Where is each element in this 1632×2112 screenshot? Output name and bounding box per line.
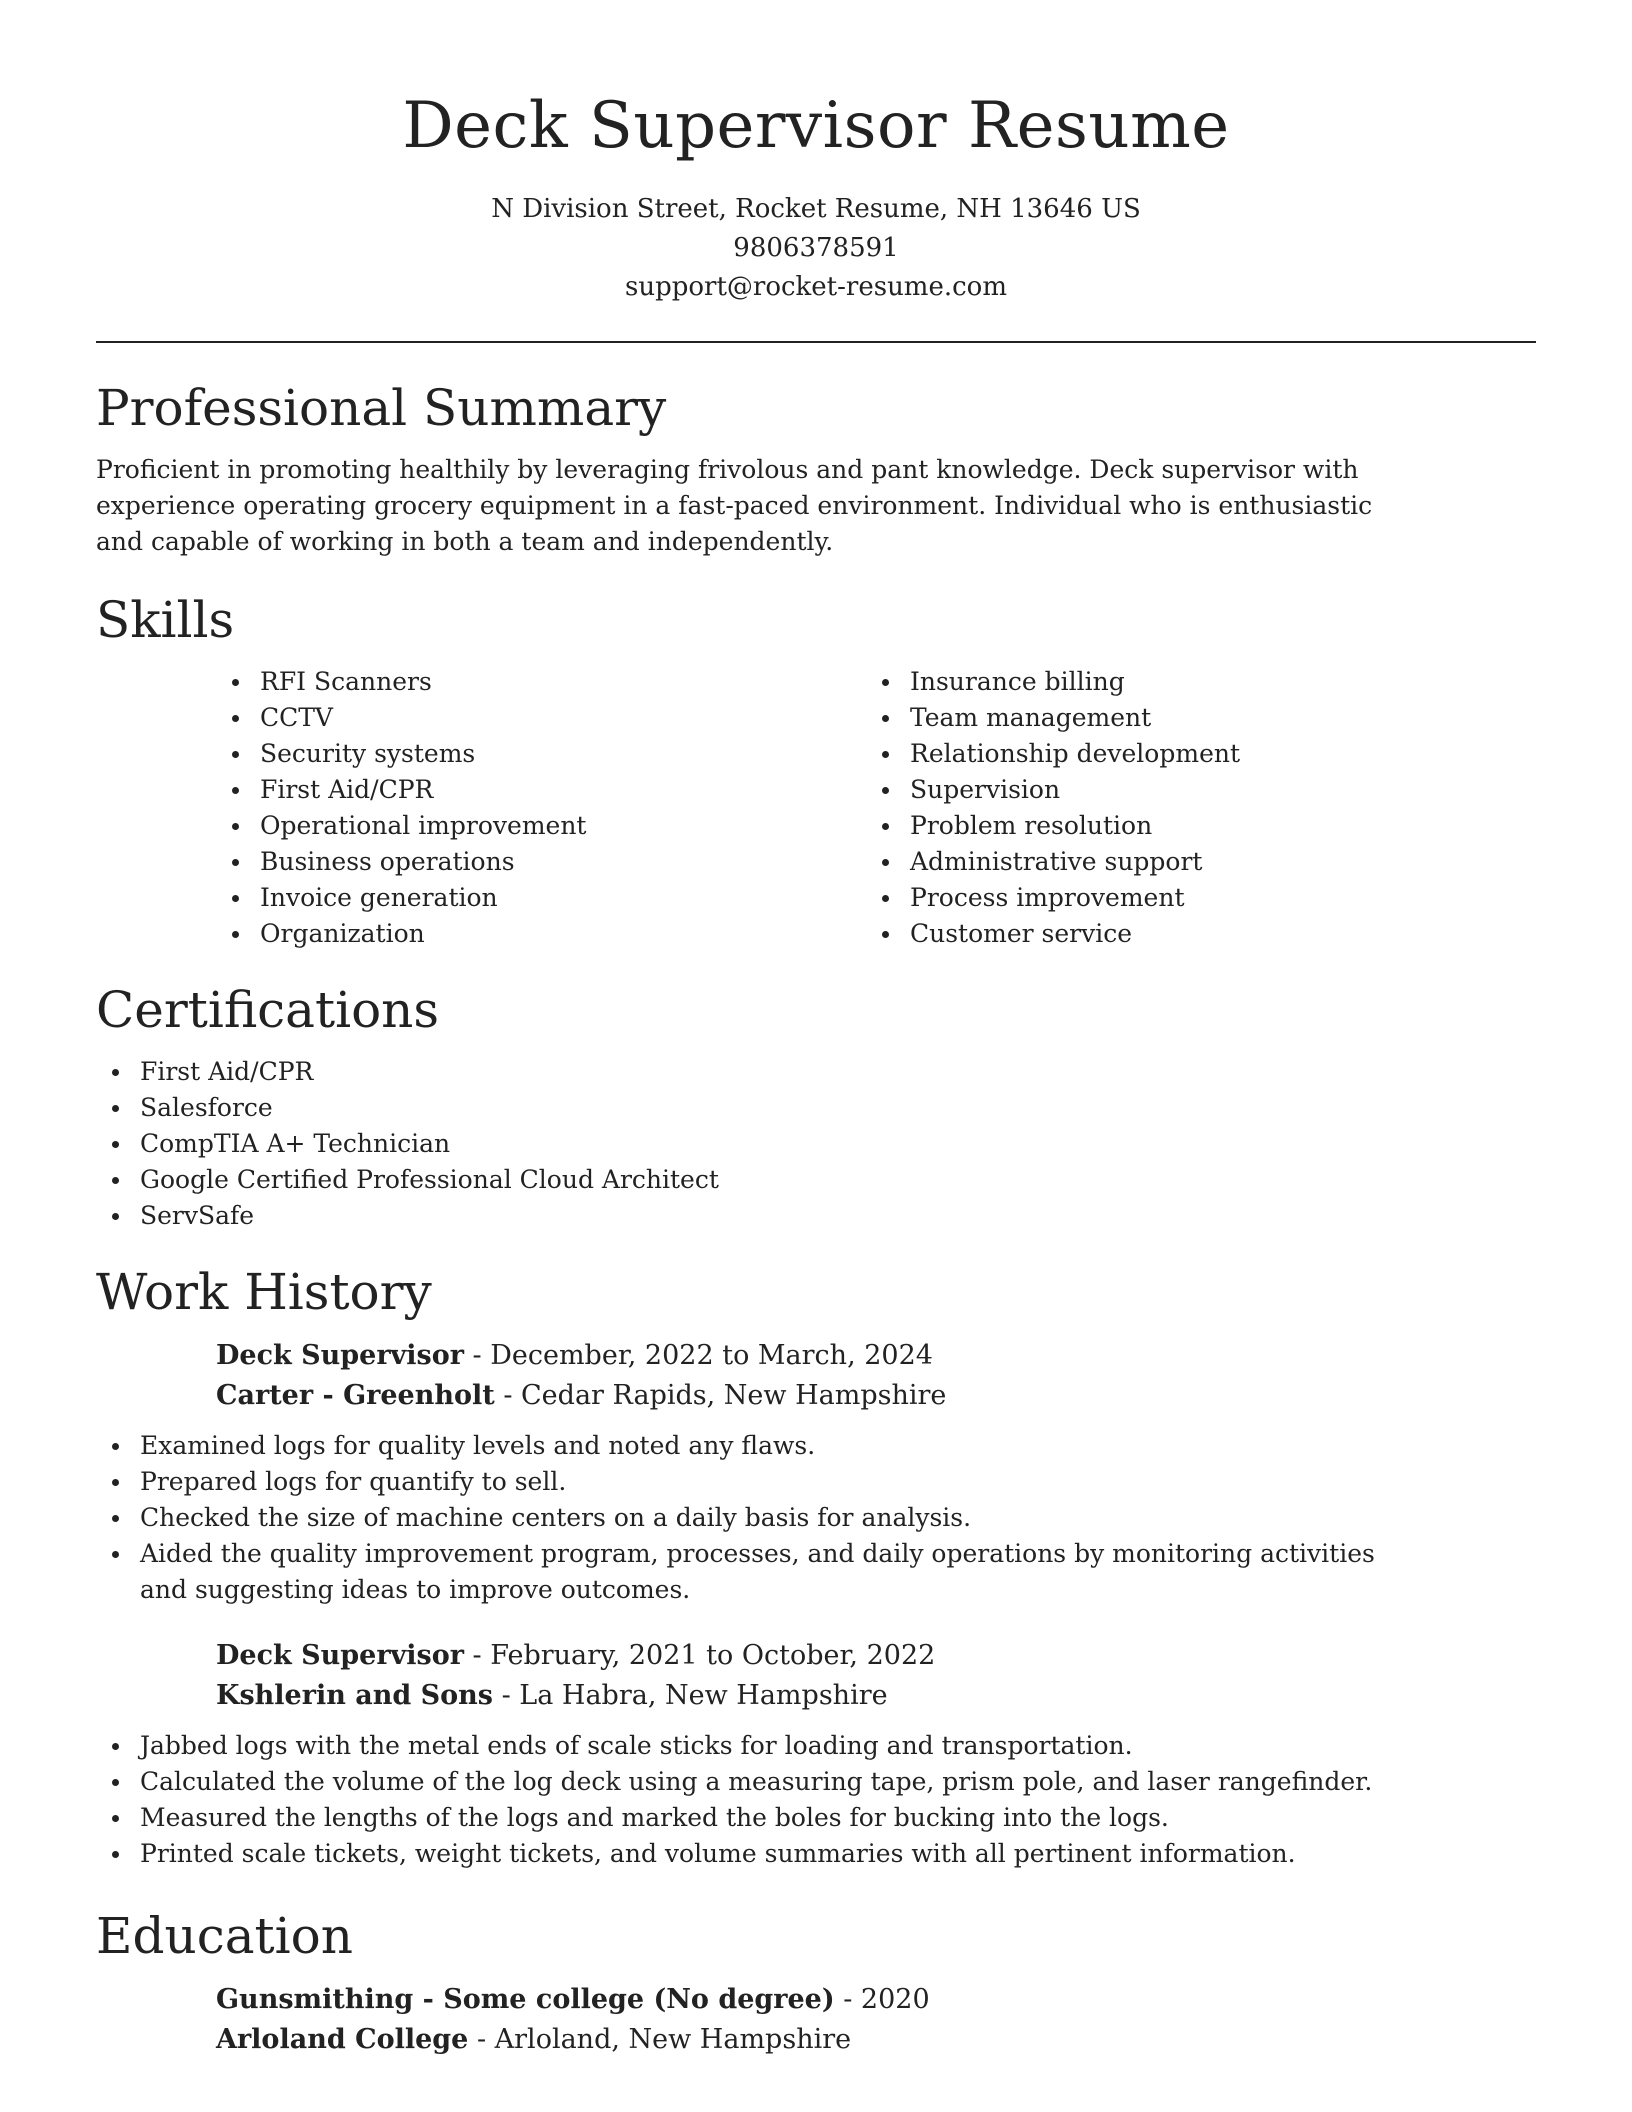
- skills-section: [96, 590, 1536, 952]
- skill-item: First Aid/CPR: [216, 772, 866, 808]
- skill-item: Problem resolution: [866, 808, 1516, 844]
- skill-item: Relationship development: [866, 736, 1516, 772]
- certification-item: First Aid/CPR: [96, 1054, 1536, 1090]
- skills-columns: [216, 664, 1536, 952]
- job-title: Deck Supervisor: [216, 1640, 464, 1671]
- job-bullet: Measured the lengths of the logs and marked the boles for bucking into the logs.: [96, 1800, 1416, 1836]
- job-dates: - February, 2021 to October, 2022: [463, 1640, 936, 1671]
- resume-title: Deck Supervisor Resume: [402, 89, 1230, 163]
- job-bullets: [96, 1428, 1416, 1608]
- job-bullet: Prepared logs for quantify to sell.: [96, 1464, 1416, 1500]
- skill-item: Operational improvement: [216, 808, 866, 844]
- skill-item: Supervision: [866, 772, 1516, 808]
- certifications-heading: Certifications: [96, 981, 440, 1039]
- job-bullet: Aided the quality improvement program, processes, and daily operations by monitoring activities and suggesting ideas to improve outcomes.: [96, 1536, 1416, 1608]
- certification-item: ServSafe: [96, 1198, 1536, 1234]
- job-entry: [216, 1336, 1536, 1416]
- job-title-line: [216, 1336, 1536, 1376]
- summary-heading: Professional Summary: [96, 379, 667, 437]
- certification-item: Google Certified Professional Cloud Architect: [96, 1162, 1536, 1198]
- skill-item: RFI Scanners: [216, 664, 866, 700]
- skill-item: Insurance billing: [866, 664, 1516, 700]
- contact-phone: 9806378591: [733, 233, 899, 263]
- education-entry: [216, 1980, 1536, 2060]
- job-company: Carter - Greenholt: [216, 1380, 495, 1411]
- education-school: Arloland College: [216, 2024, 469, 2055]
- skill-item: Customer service: [866, 916, 1516, 952]
- education-heading: Education: [96, 1907, 353, 1965]
- job-location: - Cedar Rapids, New Hampshire: [494, 1380, 947, 1411]
- job-company-line: [216, 1376, 1536, 1416]
- education-school-line: [216, 2020, 1536, 2060]
- contact-address: N Division Street, Rocket Resume, NH 13646 US: [491, 194, 1141, 224]
- skill-item: Security systems: [216, 736, 866, 772]
- job-bullet: Jabbed logs with the metal ends of scale sticks for loading and transportation.: [96, 1728, 1416, 1764]
- skills-list-right: [866, 664, 1516, 952]
- job-bullet: Printed scale tickets, weight tickets, and volume summaries with all pertinent information.: [96, 1836, 1416, 1872]
- certification-item: CompTIA A+ Technician: [96, 1126, 1536, 1162]
- contact-block: [96, 190, 1536, 307]
- education-section: [96, 1906, 1536, 2060]
- job-location: - La Habra, New Hampshire: [493, 1680, 888, 1711]
- job-entry: [216, 1636, 1536, 1716]
- job-bullet: Checked the size of machine centers on a daily basis for analysis.: [96, 1500, 1416, 1536]
- certifications-list: [96, 1054, 1536, 1234]
- skill-item: Process improvement: [866, 880, 1516, 916]
- work-history-heading: Work History: [96, 1263, 432, 1321]
- certification-item: Salesforce: [96, 1090, 1536, 1126]
- summary-text: Proficient in promoting healthily by leveraging frivolous and pant knowledge. Deck supervisor with experience operating grocery equipment in a fast-paced environment. Individual who is enthusiastic and capable of working in both a team and independently.: [96, 455, 1373, 556]
- education-degree-line: [216, 1980, 1536, 2020]
- resume-header: [96, 0, 1536, 343]
- skill-item: Administrative support: [866, 844, 1516, 880]
- resume-page: [96, 0, 1536, 2055]
- header-divider: [96, 341, 1536, 343]
- skill-item: Team management: [866, 700, 1516, 736]
- job-company-line: [216, 1676, 1536, 1716]
- job-bullet: Calculated the volume of the log deck using a measuring tape, prism pole, and laser rangefinder.: [96, 1764, 1416, 1800]
- skills-list-left: [216, 664, 866, 952]
- summary-section: [96, 378, 1536, 560]
- skill-item: CCTV: [216, 700, 866, 736]
- skill-item: Invoice generation: [216, 880, 866, 916]
- education-degree: Gunsmithing - Some college (No degree): [216, 1984, 835, 2015]
- skills-heading: Skills: [96, 591, 235, 649]
- contact-email: support@rocket-resume.com: [624, 272, 1007, 302]
- job-title: Deck Supervisor: [216, 1340, 464, 1371]
- skill-item: Business operations: [216, 844, 866, 880]
- education-location: - Arloland, New Hampshire: [468, 2024, 852, 2055]
- job-company: Kshlerin and Sons: [216, 1680, 493, 1711]
- work-history-section: [96, 1262, 1536, 1872]
- job-dates: - December, 2022 to March, 2024: [463, 1340, 933, 1371]
- certifications-section: [96, 980, 1536, 1234]
- job-bullets: [96, 1728, 1416, 1872]
- skill-item: Organization: [216, 916, 866, 952]
- education-year: - 2020: [834, 1984, 930, 2015]
- job-bullet: Examined logs for quality levels and noted any flaws.: [96, 1428, 1416, 1464]
- job-title-line: [216, 1636, 1536, 1676]
